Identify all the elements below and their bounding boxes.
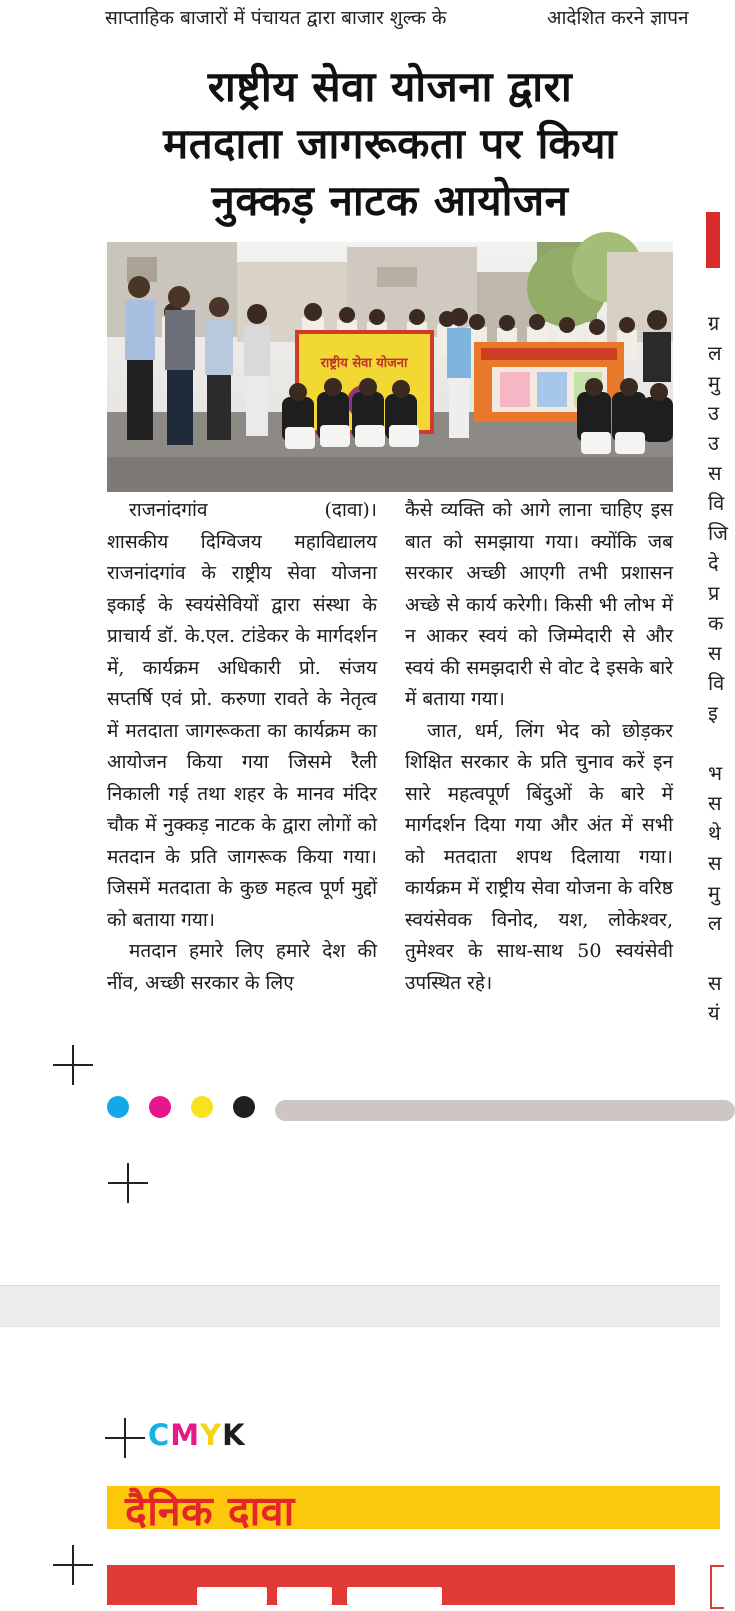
cmyk-letter-m: M [170,1418,201,1452]
headline-line: राष्ट्रीय सेवा योजना द्वारा [207,62,573,111]
crop-mark-icon [108,1163,148,1203]
next-headline-block [107,1565,675,1605]
dateline [107,495,377,527]
crop-mark-icon [53,1045,93,1085]
yellow-registration-dot [191,1096,213,1118]
article-paragraph: जात, धर्म, लिंग भेद को छोड़कर शिक्षित सरकार के प्रति चुनाव करें इन सारे महत्वपूर्ण बिंदुओं के बारे में मार्गदर्शन दिया गया और अंत में सभी को मतदाता शपथ दिलाया गया। कार्यक्रम में राष्ट्रीय सेवा योजना के वरिष्ठ स्वयंसेवक विनोद, यश, लोकेश्वर, तुमेश्वर के साथ-साथ 50 स्वयंसेवी उपस्थित रहे। [405,719,673,994]
magenta-registration-dot [149,1096,171,1118]
dateline-place: राजनांदगांव [129,499,208,521]
cmyk-letter-c: C [148,1418,171,1452]
adjacent-article-red-bar [706,212,720,268]
newspaper-masthead [107,1486,720,1535]
headline-line: मतदाता जागरूकता पर किया [163,119,617,168]
cropped-headline-glyphs [197,1581,497,1611]
cyan-registration-dot [107,1096,129,1118]
dateline-source: (दावा)। [324,499,377,521]
crop-mark-icon [105,1418,145,1458]
page-separator [0,1285,720,1327]
previous-article-text-left: साप्ताहिक बाजारों में पंचायत द्वारा बाजार शुल्क के [105,7,447,29]
article-paragraph [107,495,377,936]
previous-article-text-right: आदेशित करने ज्ञापन [547,7,689,29]
group-photo-illustration [107,242,673,492]
crop-mark-icon [53,1545,93,1585]
registration-bar [275,1100,735,1121]
article-photo [107,242,673,492]
masthead-title: दैनिक दावा [125,1487,295,1535]
adjacent-red-frame [710,1565,724,1609]
banner-text: राष्ट्रीय सेवा योजना [320,356,408,371]
previous-article-strip [105,2,725,32]
article-column-2 [405,495,673,999]
black-registration-dot [233,1096,255,1118]
article-paragraph: मतदान हमारे लिए हमारे देश की नींव, अच्छी सरकार के लिए [107,940,377,994]
adjacent-article-edge: ग्र ल मु उ उ स वि जि दे प्र क स वि इ भ स थे स मु ल स यं [708,311,729,1025]
article-headline [100,58,680,229]
article-text: शासकीय दिग्विजय महाविद्यालय राजनांदगांव के राष्ट्रीय सेवा योजना इकाई के स्वयंसेवियों द्वारा संस्था के प्राचार्य डॉ. के.एल. टांडेकर के मार्गदर्शन में, कार्यक्रम अधिकारी प्रो. संजय सप्तर्षि एवं प्रो. करुणा रावते के नेतृत्व में मतदाता जागरूकता का कार्यक्रम का आयोजन किया गया जिसमे रैली निकाली गई तथा शहर के मानव मंदिर चौक में नुक्कड़ नाटक के द्वारा लोगों को मतदान के प्रति जागरूक किया गया। जिसमें मतदाता के कुछ महत्व पूर्ण मुद्दों को बताया गया। [107,530,377,931]
article-paragraph: कैसे व्यक्ति को आगे लाना चाहिए इस बात को समझाया गया। क्योंकि जब सरकार अच्छी आएगी तभी प्रशासन अच्छे से कार्य करेगी। किसी भी लोभ में न आकर स्वयं को जिम्मेदारी से और स्वयं की समझदारी से वोट दे इसके बारे में बताया गया। [405,499,673,710]
headline-line: नुक्कड़ नाटक आयोजन [211,176,569,225]
cmyk-letter-k: K [222,1418,246,1452]
article-column-1 [107,495,377,999]
cmyk-letter-y: Y [200,1418,223,1452]
cmyk-label [148,1418,246,1452]
